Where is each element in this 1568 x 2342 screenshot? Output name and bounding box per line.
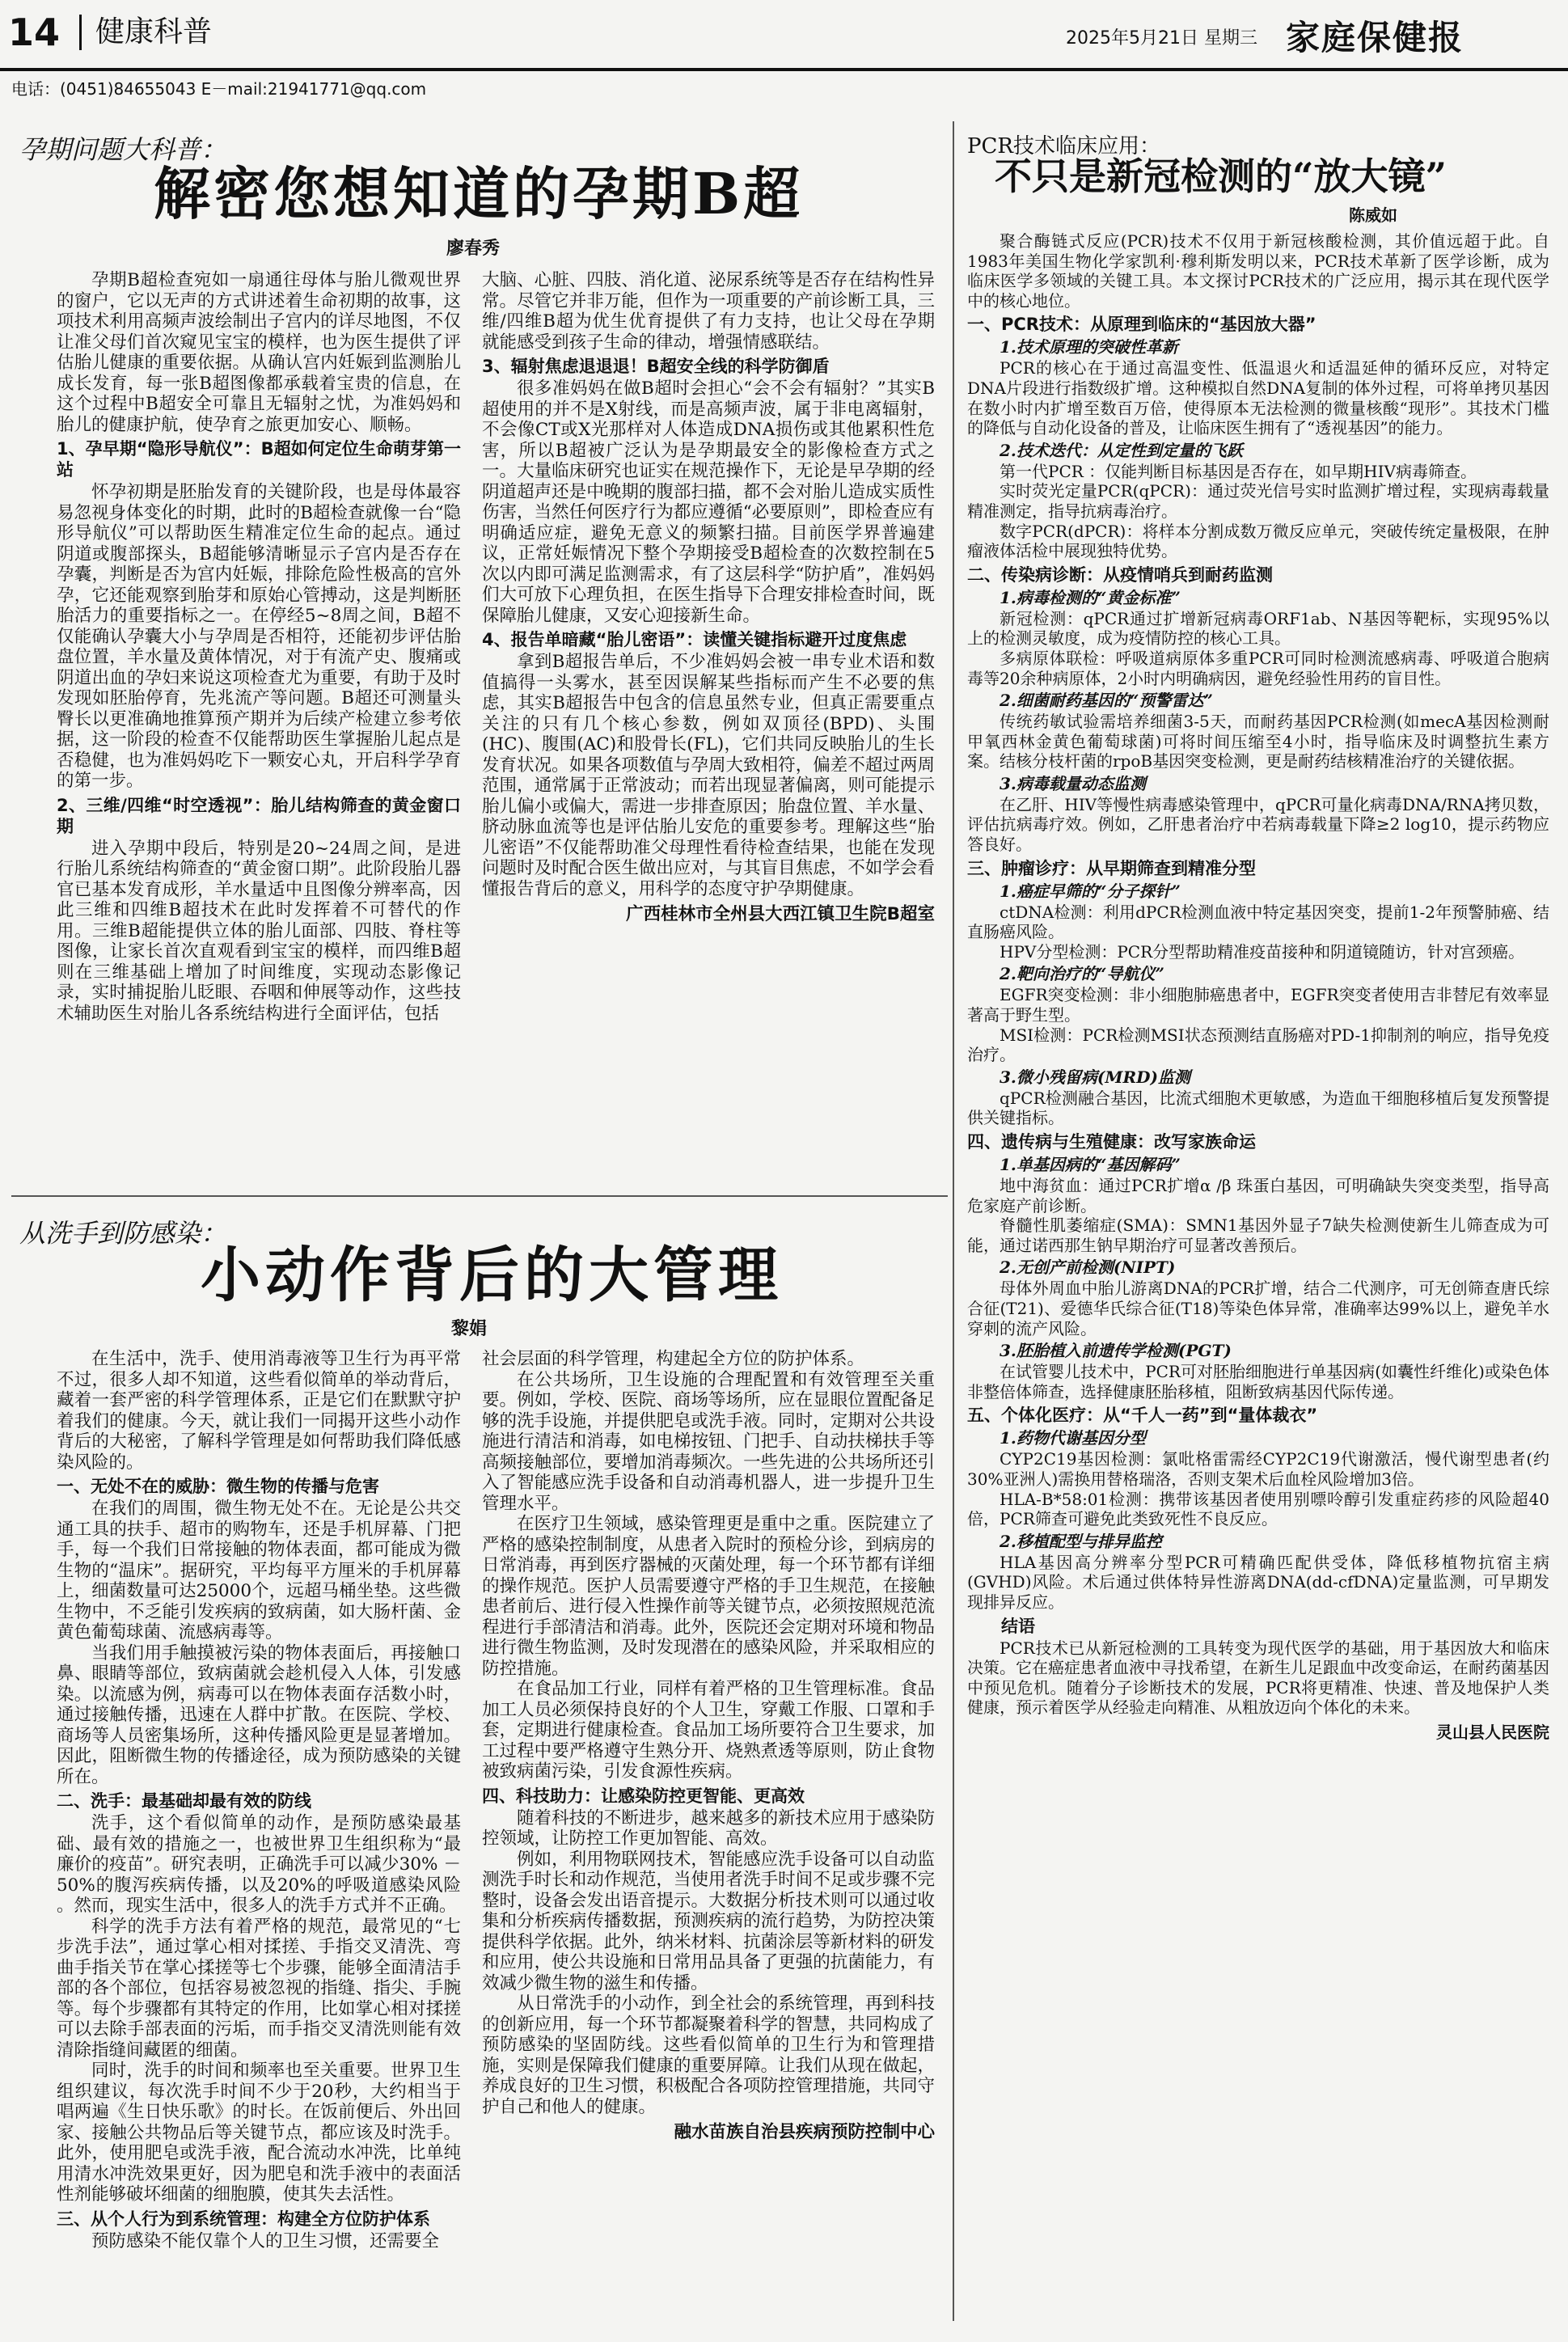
article3-kicker: PCR技术临床应用： <box>967 134 1160 159</box>
paragraph: 从日常洗手的小动作，到全社会的系统管理，再到科技的创新应用，每一个环节都凝聚着科学的智慧，共同构成了预防感染的坚固防线。这些看似简单的卫生行为和管理措施，实则是保障我们健康的重要屏障。让我们从现在做起，养成良好的卫生习惯，积极配合各项防控管理措施，共同守护自己和他人的健康。 <box>482 1993 935 2117</box>
paragraph: 在医疗卫生领域，感染管理更是重中之重。医院建立了严格的感染控制制度，从患者入院时的预检分诊，到病房的日常消毒，再到医疗器械的灭菌处理，每一个环节都有详细的操作规范。医护人员需要遵守严格的手卫生规范，在接触患者前后、进行侵入性操作前等关键节点，必须按照规范流程进行手部清洁和消毒。此外，医院还会定期对环境和物品进行微生物监测，及时发现潜在的感染风险，并采取相应的防控措施。 <box>482 1514 935 1679</box>
article1-column-2 <box>482 270 935 1184</box>
article2-column-1 <box>57 1349 461 2315</box>
subheading: 三、从个人行为到系统管理：构建全方位防护体系 <box>57 2209 430 2229</box>
minor-heading: 2.靶向治疗的“导航仪” <box>1000 964 1164 984</box>
minor-heading: 1.技术原理的突破性革新 <box>1000 337 1178 357</box>
minor-heading: 1.单基因病的“基因解码” <box>1000 1155 1181 1174</box>
paragraph: 新冠检测：qPCR通过扩增新冠病毒ORF1ab、N基因等靶标，实现95%以上的检测灵敏度，成为疫情防控的核心工具。 <box>967 608 1549 649</box>
paragraph: 在公共场所，卫生设施的合理配置和有效管理至关重要。例如，学校、医院、商场等场所，应在显眼位置配备足够的洗手设施，并提供肥皂或洗手液。同时，定期对公共设施进行清洁和消毒，如电梯按钮、门把手、自动扶梯扶手等高频接触部位，要增加消毒频次。一些先进的公共场所还引入了智能感应洗手设备和自动消毒机器人，进一步提升卫生管理水平。 <box>482 1369 935 1514</box>
paragraph: 洗手，这个看似简单的动作，是预防感染最基础、最有效的措施之一，也被世界卫生组织称为“最廉价的疫苗”。研究表明，正确洗手可以减少30% － 50%的腹泻疾病传播，以及20%的呼吸道感染风险 。然而，现实生活中，很多人的洗手方式并不正确。 <box>57 1813 461 1916</box>
paragraph: 第一代PCR ：仅能判断目标基因是否存在，如早期HIV病毒筛查。 <box>1000 461 1477 481</box>
paragraph: 科学的洗手方法有着严格的规范，最常见的“七步洗手法”，通过掌心相对揉搓、手指交叉清洗、弯曲手指关节在掌心揉搓等七个步骤，能够全面清洁手部的各个部位，包括容易被忽视的指缝、指尖、手腕等。每个步骤都有其特定的作用，比如掌心相对揉搓可以去除手部表面的污垢，而手指交叉清洗则能有效清除指缝间藏匿的细菌。 <box>57 1916 461 2061</box>
paragraph: 在生活中，洗手、使用消毒液等卫生行为再平常不过，很多人却不知道，这些看似简单的举动背后，藏着一套严密的科学管理体系，正是它们在默默守护着我们的健康。今天，就让我们一同揭开这些小动作背后的大秘密，了解科学管理是如何帮助我们降低感染风险的。 <box>57 1349 461 1473</box>
article1-title: 解密您想知道的孕期B超 <box>154 160 804 227</box>
subheading: 1、孕早期“隐形导航仪”：B超如何定位生命萌芽第一站 <box>57 439 461 480</box>
paragraph: 在我们的周围，微生物无处不在。无论是公共交通工具的扶手、超市的购物车，还是手机屏幕、门把手，每一个我们日常接触的物体表面，都可能成为微生物的“温床”。据研究，平均每平方厘米的手机屏幕上，细菌数量可达25000个，远超马桶坐垫。这些微生物中，不乏能引发疾病的致病菌，如大肠杆菌、金黄色葡萄球菌、流感病毒等。 <box>57 1499 461 1642</box>
paragraph: 当我们用手触摸被污染的物体表面后，再接触口鼻、眼睛等部位，致病菌就会趁机侵入人体，引发感染。以流感为例，病毒可以在物体表面存活数小时，通过接触传播，迅速在人群中扩散。在医院、学校、商场等人员密集场所，这种传播风险更是显著增加。因此，阻断微生物的传播途径，成为预防感染的关键所在。 <box>57 1642 461 1787</box>
issue-date: 2025年5月21日 星期三 <box>1066 28 1257 49</box>
paragraph: 脊髓性肌萎缩症(SMA)：SMN1基因外显子7缺失检测使新生儿筛查成为可能，通过诺西那生钠早期治疗可显著改善预后。 <box>967 1215 1549 1255</box>
article1-column-1 <box>57 270 461 1184</box>
subheading: 3、辐射焦虑退退退！B超安全线的科学防御盾 <box>482 357 830 376</box>
paragraph: 在乙肝、HIV等慢性病毒感染管理中，qPCR可量化病毒DNA/RNA拷贝数，评估抗病毒疗效。例如，乙肝患者治疗中若病毒载量下降≥2 log10，提示药物应答良好。 <box>967 794 1549 855</box>
contact-line: 电话：(0451)84655043 E－mail:21941771@qq.com <box>11 79 427 99</box>
paragraph: 很多准妈妈在做B超时会担心“会不会有辐射？”其实B超使用的并不是X射线，而是高频声波，属于非电离辐射，不会像CT或X光那样对人体造成DNA损伤或其他累积性危害，所以B超被广泛认为是孕期最安全的影像检查方式之一。大量临床研究也证实在规范操作下，无论是早孕期的经阴道超声还是中晚期的腹部扫描，都不会对胎儿造成实质性伤害，当然任何医疗行为都应遵循“必要原则”，即检查应有明确适应症，避免无意义的频繁扫描。目前医学界普遍建议，正常妊娠情况下整个孕期接受B超检查的次数控制在5次以内即可满足监测需求，有了这层科学“防护盾”，准妈妈们大可放下心理负担，在医生指导下合理安排检查时间，既保障胎儿健康，又安心迎接新生命。 <box>482 378 935 626</box>
minor-heading: 1.药物代谢基因分型 <box>1000 1428 1146 1448</box>
article1-author: 廖春秀 <box>446 239 501 259</box>
paragraph: 例如，利用物联网技术，智能感应洗手设备可以自动监测洗手时长和动作规范，当使用者洗手时间不足或步骤不完整时，设备会发出语音提示。大数据分析技术则可以通过收集和分析疾病传播数据，预测疾病的流行趋势，为防控决策提供科学依据。此外，纳米材料、抗菌涂层等新材料的研发和应用，使公共设施和日常用品具备了更强的抗菌能力，有效减少微生物的滋生和传播。 <box>482 1849 935 1993</box>
article3-author: 陈威如 <box>1349 205 1397 225</box>
minor-heading: 1.癌症早筛的“分子探针” <box>1000 881 1181 901</box>
minor-heading: 2.细菌耐药基因的“预警雷达” <box>1000 691 1213 711</box>
author-affiliation: 灵山县人民医院 <box>1436 1722 1549 1742</box>
subheading: 2、三维/四维“时空透视”：胎儿结构筛查的黄金窗口期 <box>57 795 461 836</box>
article2-column-2 <box>482 1349 935 2315</box>
minor-heading: 3.胚胎植入前遗传学检测(PGT) <box>1000 1341 1232 1361</box>
subheading: 四、科技助力：让感染防控更智能、更高效 <box>482 1786 805 1806</box>
paragraph: 在试管婴儿技术中，PCR可对胚胎细胞进行单基因病(如囊性纤维化)或染色体非整倍体筛查，选择健康胚胎移植，阻断致病基因代际传递。 <box>967 1362 1549 1401</box>
author-affiliation: 融水苗族自治县疾病预防控制中心 <box>674 2122 935 2142</box>
article2-author: 黎娟 <box>451 1319 488 1339</box>
paragraph: 随着科技的不断进步，越来越多的新技术应用于感染防控领域，让防控工作更加智能、高效。 <box>482 1807 935 1849</box>
newspaper-name: 家庭保健报 <box>1286 18 1464 57</box>
paragraph: 地中海贫血：通过PCR扩增α /β 珠蛋白基因，可明确缺失突变类型，指导高危家庭产前诊断。 <box>967 1176 1549 1215</box>
paragraph: 进入孕期中段后，特别是20~24周之间，是进行胎儿系统结构筛查的“黄金窗口期”。此阶段胎儿器官已基本发育成形，羊水量适中且图像分辨率高，因此三维和四维B超技术在此时发挥着不可替代的作用。三维B超能提供立体的胎儿面部、四肢、脊柱等图像，让家长首次直观看到宝宝的模样，而四维B超则在三维基础上增加了时间维度，实现动态影像记录，实时捕捉胎儿眨眼、吞咽和伸展等动作，这些技术辅助医生对胎儿各系统结构进行全面评估，包括 <box>57 838 461 1024</box>
minor-heading: 1.病毒检测的“黄金标准” <box>1000 587 1181 607</box>
subheading: 四、遗传病与生殖健康：改写家族命运 <box>967 1132 1256 1152</box>
article3-column <box>967 231 1549 2318</box>
minor-heading: 2.移植配型与排异监控 <box>1000 1531 1162 1551</box>
article3-title: 不只是新冠检测的“放大镜” <box>995 154 1447 198</box>
author-affiliation: 广西桂林市全州县大西江镇卫生院B超室 <box>626 904 935 924</box>
paragraph: PCR技术已从新冠检测的工具转变为现代医学的基础，用于基因放大和临床决策。它在癌症患者血液中寻找希望，在新生儿足跟血中改变命运，在耐药菌基因中预见危机。随着分子诊断技术的发展，PCR将更精准、快速、普及地保护人类健康，预示着医学从经验走向精准、从粗放迈向个体化的未来。 <box>967 1638 1549 1718</box>
minor-heading: 2.无创产前检测(NIPT) <box>1000 1258 1176 1278</box>
paragraph: 怀孕初期是胚胎发育的关键阶段，也是母体最容易忽视身体变化的时期，此时的B超检查就像一台“隐形导航仪”可以帮助医生精准定位生命的起点。通过阴道或腹部探头，B超能够清晰显示子宫内是否存在孕囊，判断是否为宫内妊娠，排除危险性极高的宫外孕，它还能观察到胎芽和原始心管搏动，这是判断胚胎活力的重要指标之一。在停经5~8周之间，B超不仅能确认孕囊大小与孕周是否相符，还能初步评估胎盘位置，羊水量及黄体情况，对于有流产史、腹痛或阴道出血的孕妇来说这项检查尤为重要，有助于及时发现如胚胎停育，先兆流产等问题。B超还可测量头臀长以更准确地推算预产期并为后续产检建立参考依据，这一阶段的检查不仅能帮助医生掌握胎儿起点是否稳健，也为准妈妈吃下一颗安心丸，开启科学孕育的第一步。 <box>57 482 461 791</box>
header-separator <box>79 15 82 50</box>
subheading: 4、报告单暗藏“胎儿密语”：读懂关键指标避开过度焦虑 <box>482 630 907 649</box>
paragraph: HLA基因高分辨率分型PCR可精确匹配供受体，降低移植物抗宿主病(GVHD)风险。术后通过供体特异性游离DNA(dd-cfDNA)定量监测，可早期发现排异反应。 <box>967 1552 1549 1612</box>
paragraph: 社会层面的科学管理，构建起全方位的防护体系。 <box>482 1349 865 1369</box>
section-title: 健康科普 <box>95 15 213 49</box>
paragraph: 大脑、心脏、四肢、消化道、泌尿系统等是否存在结构性异常。尽管它并非万能，但作为一项重要的产前诊断工具，三维/四维B超为优生优育提供了有力支持，也让父母在孕期就能感受到孩子生命的律动，增强情感联结。 <box>482 270 935 353</box>
paragraph: 同时，洗手的时间和频率也至关重要。世界卫生组织建议，每次洗手时间不少于20秒，大约相当于唱两遍《生日快乐歌》的时长。在饭前便后、外出回家、接触公共物品后等关键节点，都应该及时洗手。此外，使用肥皂或洗手液，配合流动水冲洗，比单纯用清水冲洗效果更好，因为肥皂和洗手液中的表面活性剂能够破坏细菌的细胞膜，使其失去活性。 <box>57 2061 461 2205</box>
paragraph: 孕期B超检查宛如一扇通往母体与胎儿微观世界的窗户，它以无声的方式讲述着生命初期的故事，这项技术利用高频声波绘制出子宫内的详尽地图，不仅让准父母们首次窥见宝宝的模样，也为医生提供了评估胎儿健康的重要依据。从确认宫内妊娠到监测胎儿成长发育，每一张B超图像都承载着宝贵的信息，在这个过程中B超安全可靠且无辐射之忧，为准妈妈和胎儿的健康护航，使孕育之旅更加安心、顺畅。 <box>57 270 461 435</box>
paragraph: 多病原体联检：呼吸道病原体多重PCR可同时检测流感病毒、呼吸道合胞病毒等20余种病原体，2小时内明确病因，避免经验性用药的盲目性。 <box>967 648 1549 688</box>
paragraph: qPCR检测融合基因，比流式细胞术更敏感，为造血干细胞移植后复发预警提供关键指标。 <box>967 1088 1549 1128</box>
subheading: 二、传染病诊断：从疫情哨兵到耐药监测 <box>967 564 1273 585</box>
paragraph: 实时荧光定量PCR(qPCR)：通过荧光信号实时监测扩增过程，实现病毒载量精准测定，指导抗病毒治疗。 <box>967 481 1549 521</box>
paragraph: PCR的核心在于通过高温变性、低温退火和适温延伸的循环反应，对特定DNA片段进行指数级扩增。这种模拟自然DNA复制的体外过程，可将单拷贝基因在数小时内扩增至数百万倍，使得原本无法检测的微量核酸“现形”。其技术门槛的降低与自动化设备的普及，让临床医生拥有了“透视基因”的能力。 <box>967 358 1549 438</box>
paragraph: 传统药敏试验需培养细菌3-5天，而耐药基因PCR检测(如mecA基因检测耐甲氧西林金黄色葡萄球菌)可将时间压缩至4小时，指导临床及时调整抗生素方案。结核分枝杆菌的rpoB基因突变检测，更是耐药结核精准治疗的关键依据。 <box>967 712 1549 772</box>
subheading: 结语 <box>1001 1616 1035 1636</box>
header-rule <box>0 68 1568 71</box>
paragraph: HLA-B*58:01检测：携带该基因者使用别嘌呤醇引发重症药疹的风险超40倍，PCR筛查可避免此类致死性不良反应。 <box>967 1489 1549 1529</box>
page-number: 14 <box>8 11 61 54</box>
minor-heading: 3.病毒载量动态监测 <box>1000 773 1146 793</box>
paragraph: 在食品加工行业，同样有着严格的卫生管理标准。食品加工人员必须保持良好的个人卫生，穿戴工作服、口罩和手套，定期进行健康检查。食品加工场所要符合卫生要求，加工过程中要严格遵守生熟分开、烧熟煮透等原则，防止食物被致病菌污染，引发食源性疾病。 <box>482 1679 935 1782</box>
minor-heading: 3.微小残留病(MRD)监测 <box>1000 1067 1190 1087</box>
subheading: 一、PCR技术：从原理到临床的“基因放大器” <box>967 315 1317 335</box>
subheading: 一、无处不在的威胁：微生物的传播与危害 <box>57 1477 379 1496</box>
paragraph: ctDNA检测：利用dPCR检测血液中特定基因突变，提前1-2年预警肺癌、结直肠癌风险。 <box>967 902 1549 942</box>
section-divider <box>11 1195 948 1197</box>
subheading: 二、洗手：最基础却最有效的防线 <box>57 1791 311 1811</box>
article2-title: 小动作背后的大管理 <box>201 1241 783 1310</box>
paragraph: 数字PCR(dPCR)：将样本分割成数万微反应单元，突破传统定量极限，在肿瘤液体活检中展现独特优势。 <box>967 521 1549 561</box>
article2-kicker: 从洗手到防感染： <box>19 1218 227 1249</box>
subheading: 三、肿瘤诊疗：从早期筛查到精准分型 <box>967 858 1256 878</box>
paragraph: 拿到B超报告单后，不少准妈妈会被一串专业术语和数值搞得一头雾水，甚至因误解某些指标而产生不必要的焦虑，其实B超报告中包含的信息虽然专业，但真正需要重点关注的只有几个核心参数，例如双顶径(BPD)、头围(HC)、腹围(AC)和股骨长(FL)，它们共同反映胎儿的生长发育状况。如果各项数值与孕周大致相符，偏差不超过两周范围，通常属于正常波动；而若出现显著偏离，则可能提示胎儿偏小或偏大，需进一步排查原因；胎盘位置、羊水量、脐动脉血流等也是评估胎儿安危的重要参考。理解这些“胎儿密语”不仅能帮助准父母理性看待检查结果，也能在发现问题时及时配合医生做出应对，与其盲目焦虑，不如学会看懂报告背后的意义，用科学的态度守护孕期健康。 <box>482 652 935 899</box>
article1-kicker: 孕期问题大科普： <box>19 134 227 165</box>
paragraph: 预防感染不能仅靠个人的卫生习惯，还需要全 <box>91 2230 440 2251</box>
paragraph: CYP2C19基因检测：氯吡格雷需经CYP2C19代谢激活，慢代谢型患者(约30%亚洲人)需换用替格瑞洛，否则支架术后血栓风险增加3倍。 <box>967 1449 1549 1489</box>
paragraph: EGFR突变检测：非小细胞肺癌患者中，EGFR突变者使用吉非替尼有效率显著高于野生型。 <box>967 985 1549 1025</box>
paragraph: MSI检测：PCR检测MSI状态预测结直肠癌对PD-1抑制剂的响应，指导免疫治疗。 <box>967 1025 1549 1065</box>
paragraph: 聚合酶链式反应(PCR)技术不仅用于新冠核酸检测，其价值远超于此。自1983年美国生物化学家凯利·穆利斯发明以来，PCR技术革新了医学诊断，成为临床医学多领域的关键工具。本文探讨PCR技术的广泛应用，揭示其在现代医学中的核心地位。 <box>967 231 1549 311</box>
paragraph: HPV分型检测：PCR分型帮助精准疫苗接种和阴道镜随访，针对宫颈癌。 <box>1000 941 1525 962</box>
paragraph: 母体外周血中胎儿游离DNA的PCR扩增，结合二代测序，可无创筛查唐氏综合征(T21)、爱德华氏综合征(T18)等染色体异常，准确率达99%以上，避免羊水穿刺的流产风险。 <box>967 1279 1549 1338</box>
minor-heading: 2.技术迭代：从定性到定量的飞跃 <box>1000 440 1243 460</box>
subheading: 五、个体化医疗：从“千人一药”到“量体裁衣” <box>967 1406 1318 1426</box>
column-divider <box>953 121 954 2321</box>
